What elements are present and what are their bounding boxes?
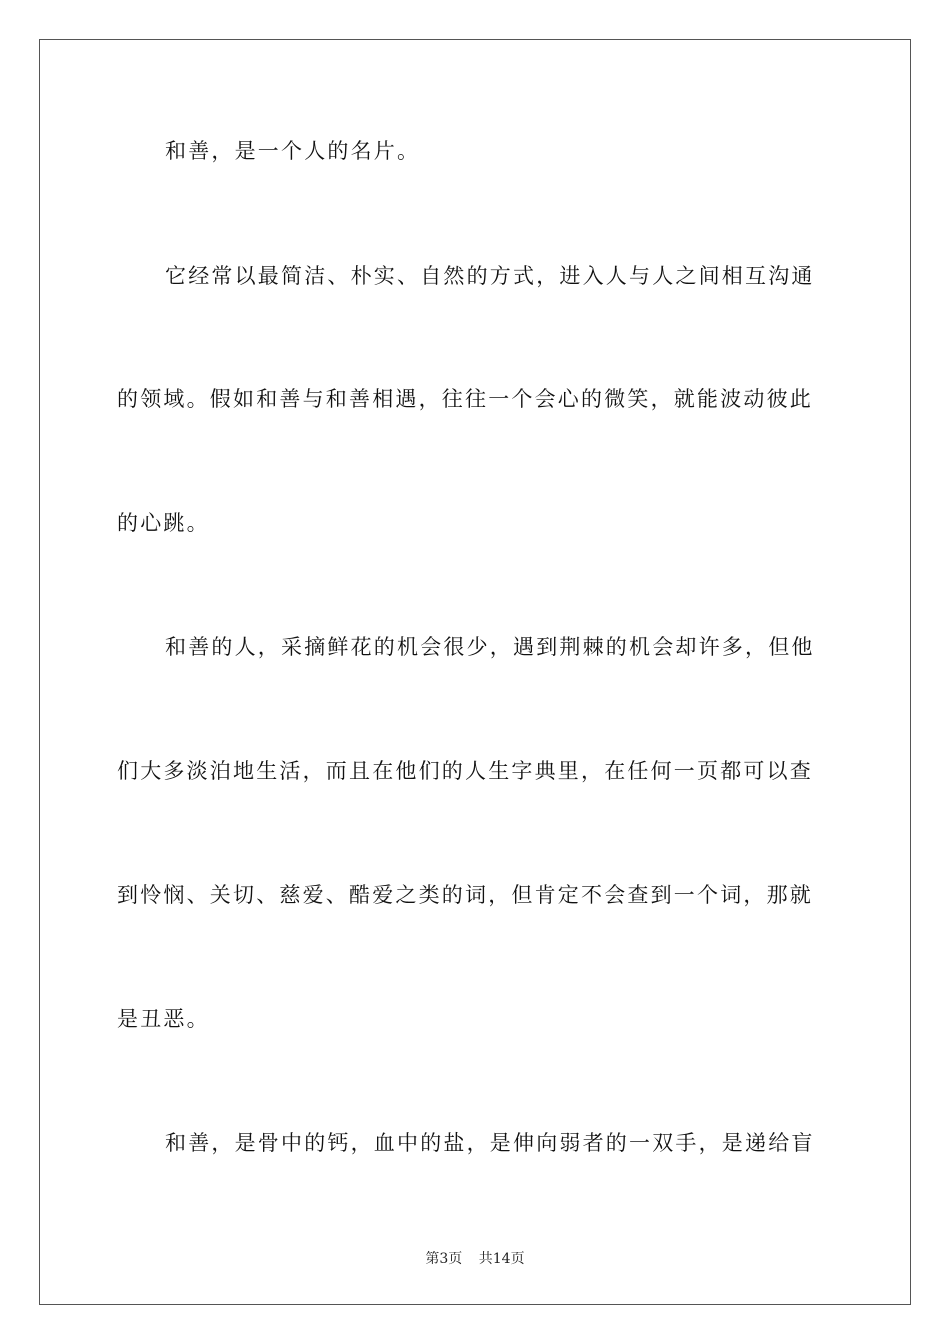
paragraph-line: 和善的人，采摘鲜花的机会很少，遇到荆棘的机会却许多，但他 (165, 635, 815, 659)
page-number: 第3页 (425, 1251, 463, 1267)
paragraph-line: 它经常以最简洁、朴实、自然的方式，进入人与人之间相互沟通 (165, 264, 815, 288)
paragraph-line: 和善，是一个人的名片。 (165, 139, 421, 163)
paragraph-line: 是丑恶。 (117, 1007, 210, 1031)
paragraph-line: 的领域。假如和善与和善相遇，往往一个会心的微笑，就能波动彼此 (117, 387, 813, 411)
paragraph-line: 的心跳。 (117, 511, 210, 535)
paragraph-line: 到怜悯、关切、慈爱、酷爱之类的词，但肯定不会查到一个词，那就 (117, 883, 813, 907)
page-total: 共14页 (478, 1251, 525, 1267)
page-footer (0, 1248, 950, 1268)
page-frame (39, 39, 911, 1305)
paragraph-line: 和善，是骨中的钙，血中的盐，是伸向弱者的一双手，是递给盲 (165, 1131, 815, 1155)
paragraph-line: 们大多淡泊地生活，而且在他们的人生字典里，在任何一页都可以查 (117, 759, 813, 783)
